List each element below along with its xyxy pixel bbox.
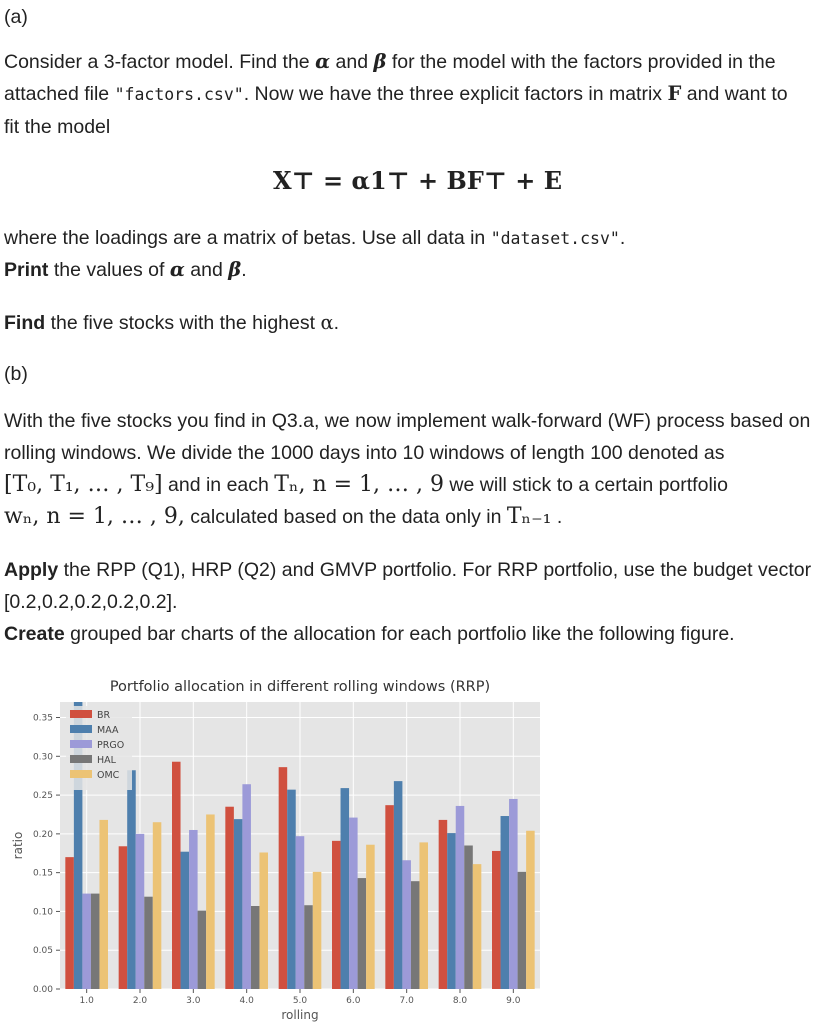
y-tick-label: 0.20 — [32, 829, 53, 840]
bar-prgo — [242, 784, 251, 989]
y-axis-label: ratio — [11, 831, 25, 860]
bar-omc — [153, 822, 162, 989]
beta-symbol: β — [373, 50, 387, 73]
part-a-label: (a) — [4, 6, 28, 28]
part-b-label: (b) — [4, 363, 28, 385]
bar-omc — [206, 814, 215, 989]
x-tick-label: 5.0 — [292, 996, 308, 1006]
bar-maa — [234, 819, 243, 989]
bar-prgo — [82, 894, 91, 989]
bar-prgo — [349, 818, 358, 989]
legend-label-omc: OMC — [97, 770, 120, 781]
legend-swatch-prgo — [70, 740, 92, 748]
legend-swatch-br — [70, 710, 92, 718]
question-b-paragraph: With the five stocks you find in Q3.a, we now implement walk-forward (WF) process based on rolling windows. We divide the 1000 days into 10 windows of length 100 denoted as [T₀, T₁, … , T₉] and in each Tₙ, n = 1, … , 9 we will stick to a certain portfolio wₙ, n = 1, … , 9, calculated based on the data only in Tₙ₋₁ . — [4, 410, 811, 529]
bar-maa — [341, 788, 350, 989]
legend-swatch-maa — [70, 725, 92, 733]
x-tick-label: 1.0 — [79, 996, 94, 1006]
matrix-F: F — [667, 82, 682, 105]
bar-prgo — [296, 836, 305, 989]
bar-hal — [304, 905, 313, 989]
bar-hal — [518, 872, 527, 989]
bar-br — [65, 857, 74, 989]
legend-label-maa: MAA — [97, 725, 119, 736]
bar-omc — [473, 864, 482, 989]
model-equation: X⊤ = α1⊤ + BF⊤ + E — [273, 166, 562, 195]
y-tick-label: 0.05 — [32, 946, 53, 957]
bar-maa — [127, 770, 136, 989]
find-line: Find the five stocks with the highest α. — [4, 311, 340, 334]
bar-br — [279, 767, 288, 989]
x-tick-label: 4.0 — [239, 996, 254, 1006]
bar-maa — [394, 781, 403, 989]
legend-swatch-hal — [70, 755, 92, 763]
y-tick-label: 0.15 — [32, 868, 53, 879]
bar-hal — [91, 894, 100, 989]
bar-br — [119, 846, 128, 989]
bar-br — [492, 851, 501, 989]
bar-omc — [419, 842, 428, 989]
apply-paragraph: Apply the RPP (Q1), HRP (Q2) and GMVP portfolio. For RRP portfolio, use the budget vector [0.2,0.2,0.2,0.2,0.2]. Create grouped bar charts of the allocation for each portfolio like the following figure. — [4, 559, 812, 645]
bar-maa — [181, 852, 190, 989]
factors-filename: "factors.csv" — [114, 85, 244, 104]
bar-hal — [464, 846, 473, 990]
bar-hal — [198, 911, 207, 989]
bar-maa — [447, 833, 456, 989]
y-tick-label: 0.10 — [32, 907, 53, 918]
bar-maa — [287, 790, 296, 989]
bar-prgo — [136, 834, 145, 989]
alpha-symbol: α — [315, 50, 331, 73]
bar-hal — [358, 878, 367, 989]
x-tick-label: 6.0 — [346, 996, 361, 1006]
bar-prgo — [402, 860, 411, 989]
bar-br — [225, 807, 234, 989]
bar-hal — [251, 906, 260, 989]
bar-prgo — [456, 806, 465, 989]
bar-hal — [411, 881, 420, 989]
legend-label-prgo: PRGO — [97, 740, 125, 751]
legend-label-br: BR — [97, 710, 111, 721]
bar-prgo — [189, 830, 198, 989]
where-line: where the loadings are a matrix of betas. Use all data in "dataset.csv". — [4, 227, 626, 249]
question-a-paragraph: Consider a 3-factor model. Find the α and β for the model with the factors provided in the attached file "factors.csv". Now we have the three explicit factors in matrix F and want to fit the model — [4, 50, 788, 138]
x-axis-label: rolling — [281, 1008, 319, 1022]
bar-br — [332, 841, 341, 989]
bar-maa — [501, 816, 510, 989]
chart-title: Portfolio allocation in different rolling windows (RRP) — [109, 679, 491, 695]
print-line: Print the values of α and β. — [4, 258, 247, 281]
x-tick-label: 3.0 — [186, 996, 201, 1006]
bar-br — [439, 820, 448, 989]
legend-label-hal: HAL — [97, 755, 116, 766]
x-tick-label: 8.0 — [452, 996, 468, 1006]
bar-omc — [259, 852, 268, 989]
bar-omc — [526, 831, 535, 989]
y-tick-label: 0.25 — [32, 791, 53, 802]
y-tick-label: 0.00 — [32, 985, 53, 995]
bar-omc — [99, 820, 108, 989]
y-tick-label: 0.30 — [32, 752, 53, 763]
x-tick-label: 2.0 — [132, 996, 148, 1006]
bar-omc — [313, 872, 322, 989]
bar-hal — [144, 897, 153, 989]
bar-prgo — [509, 799, 518, 989]
bar-br — [172, 762, 181, 989]
x-tick-label: 7.0 — [399, 996, 414, 1006]
bar-br — [385, 805, 394, 989]
legend-swatch-omc — [70, 770, 92, 778]
allocation-bar-chart — [0, 668, 560, 1024]
y-tick-label: 0.35 — [32, 713, 53, 724]
dataset-filename: "dataset.csv" — [490, 229, 620, 248]
bar-omc — [366, 845, 375, 989]
x-tick-label: 9.0 — [506, 996, 521, 1006]
